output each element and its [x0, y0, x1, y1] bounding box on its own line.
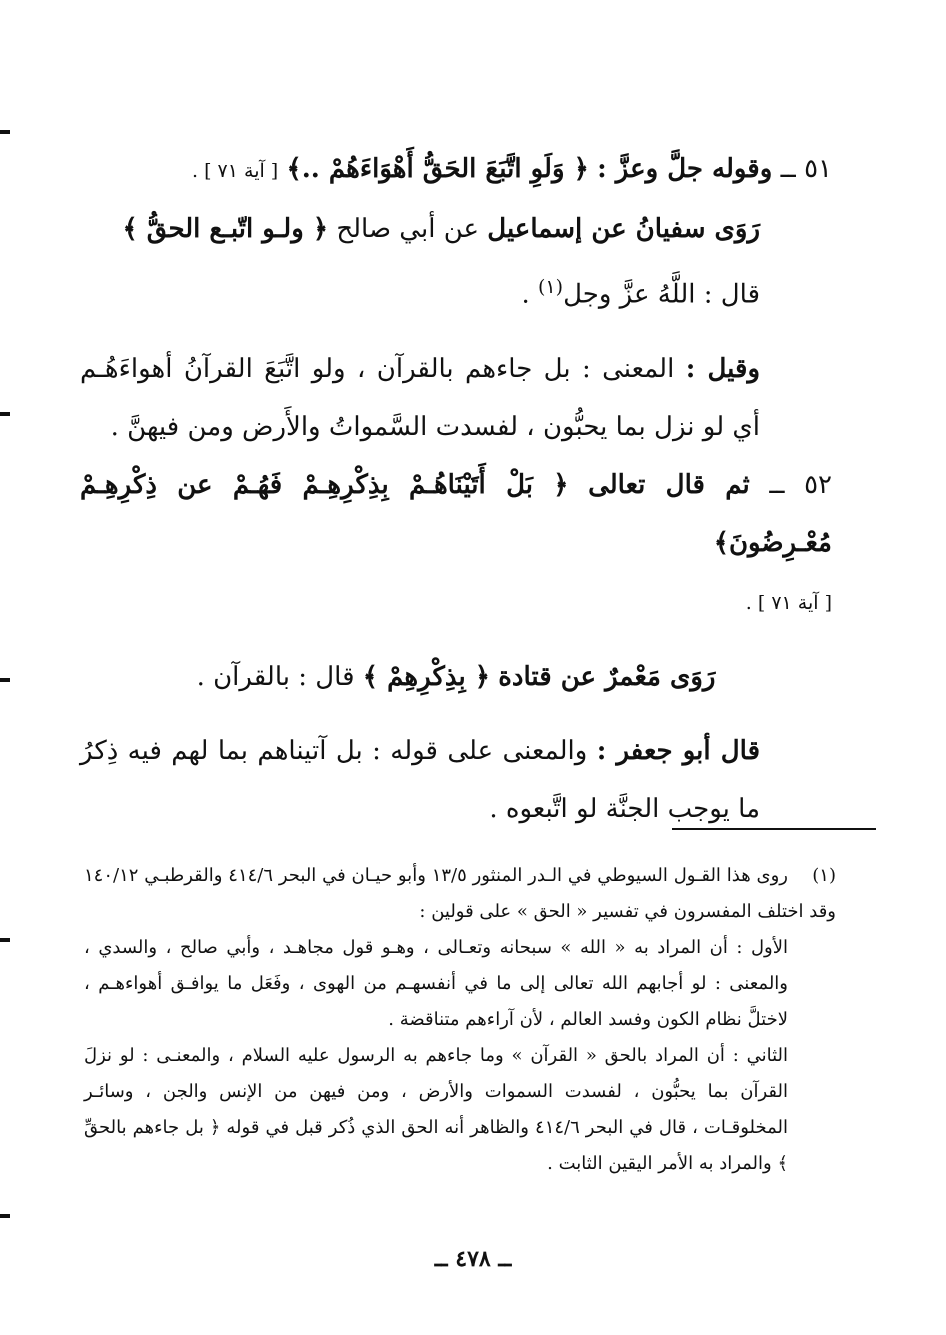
section-51	[80, 140, 832, 200]
quran-verse: ﴿ بِذِكْرِهِمْ ﴾	[362, 661, 490, 692]
scan-edge-mark	[0, 678, 10, 682]
explanation-paragraph	[80, 340, 832, 456]
narration-text: قال : اللَّهُ عزَّ وجل	[563, 279, 760, 310]
footnote-number: (١)	[812, 865, 836, 886]
quran-verse: ﴿ بَلْ أَتَيْنَاهُـمْ بِذِكْرِهِـمْ فَهُـمْ عن ذِكْرِهِـمْ مُعْـرِضُونَ﴾	[80, 469, 832, 558]
footnote-text: الأول : أن المراد به « الله » سبحانه وتعـالى ، وهـو قول مجاهـد ، وأبي صالح ، والسدي ، والمعنى : لو أجابهم الله تعالى إلى ما في أنفسهـم من الهوى ، وفَعَل ما يوافـق أهواءهـم ، لاختلَّ نظام الكون وفسد العالم ، لأن آراءهم متناقضة .	[84, 937, 788, 1030]
footnote-marker: (١)	[538, 276, 564, 298]
narration-lead: رَوَى سفيانُ عن إسماعيل	[487, 214, 760, 244]
scan-edge-mark	[0, 938, 10, 942]
narration-text: عن أبي صالح	[336, 214, 479, 244]
verse-reference: [ آية ٧١ ] .	[192, 160, 279, 182]
narration-mamar	[80, 648, 832, 706]
narration-end: .	[521, 279, 538, 310]
paragraph-text: والمعنى على قوله : بل آتيناهم بما لهم فيه ذِكرُ ما يوجب الجنَّة لو اتَّبعوه .	[80, 735, 760, 824]
page-number: ــ ٤٧٨ ــ	[434, 1246, 512, 1272]
section-intro: وقوله جلَّ وعزَّ :	[597, 154, 773, 184]
footnote-paragraph	[84, 858, 836, 930]
verse-reference: [ آية ٧١ ] .	[745, 591, 832, 614]
footnote-separator	[672, 828, 876, 830]
section-number: ٥١ ــ	[780, 154, 832, 184]
footnotes	[84, 858, 836, 1182]
paragraph-lead: قال أبو جعفر :	[596, 735, 760, 766]
footnote-paragraph	[84, 930, 836, 1038]
quran-verse: ﴿ وَلَوِ اتَّبَعَ الحَقُّ أَهْوَاءَهُمْ ..﴾	[286, 154, 589, 184]
paragraph-lead: وقيل :	[685, 353, 761, 384]
narration-text: قال : بالقرآن .	[196, 661, 355, 692]
section-intro: ثم قال تعالى	[588, 469, 750, 500]
footnote-paragraph	[84, 1038, 836, 1182]
paragraph-text: المعنى : بل جاءهم بالقرآن ، ولو اتَّبَعَ القرآنُ أهواءَهُـم أي لو نزل بما يحبُّون ، لفسدت السَّمواتُ والأَرض ومن فيهنَّ .	[80, 353, 760, 442]
scan-edge-mark	[0, 1214, 10, 1218]
main-text	[80, 140, 832, 838]
scan-edge-mark	[0, 412, 10, 416]
abu-jafar-paragraph	[80, 722, 832, 838]
section-52	[80, 456, 832, 632]
section-number: ٥٢ ــ	[769, 469, 833, 500]
footnote-text: روى هذا القـول السيوطي في الـدر المنثور ١٣/٥ وأبو حيـان في البحر ٤١٤/٦ والقرطبـي ١٤٠/١٢ وقد اختلف المفسرون في تفسير « الحق » على قولين :	[84, 865, 836, 922]
quran-verse: ﴿ ولـو اتّبـع الحقُّ ﴾	[122, 214, 329, 244]
footnote-text: الثاني : أن المراد بالحق « القرآن » وما جاءهم به الرسول عليه السلام ، والمعنـى : لو نزلَ القرآن بما يحبُّون ، لفسدت السموات والأرض ، ومن فيهن من الإنس والجن ، وسائـر المخلوقـات ، قال في البحر ٤١٤/٦ والظاهر أنه الحق الذي ذُكر قبل في قوله ﴿ بل جاءهم بالحقِّ ﴾ والمراد به الأمر اليقين الثابت .	[84, 1045, 788, 1174]
scan-edge-mark	[0, 130, 10, 134]
narration-lead: رَوَى مَعْمرٌ عن قتادة	[498, 661, 716, 692]
narration-sufyan	[80, 200, 832, 324]
